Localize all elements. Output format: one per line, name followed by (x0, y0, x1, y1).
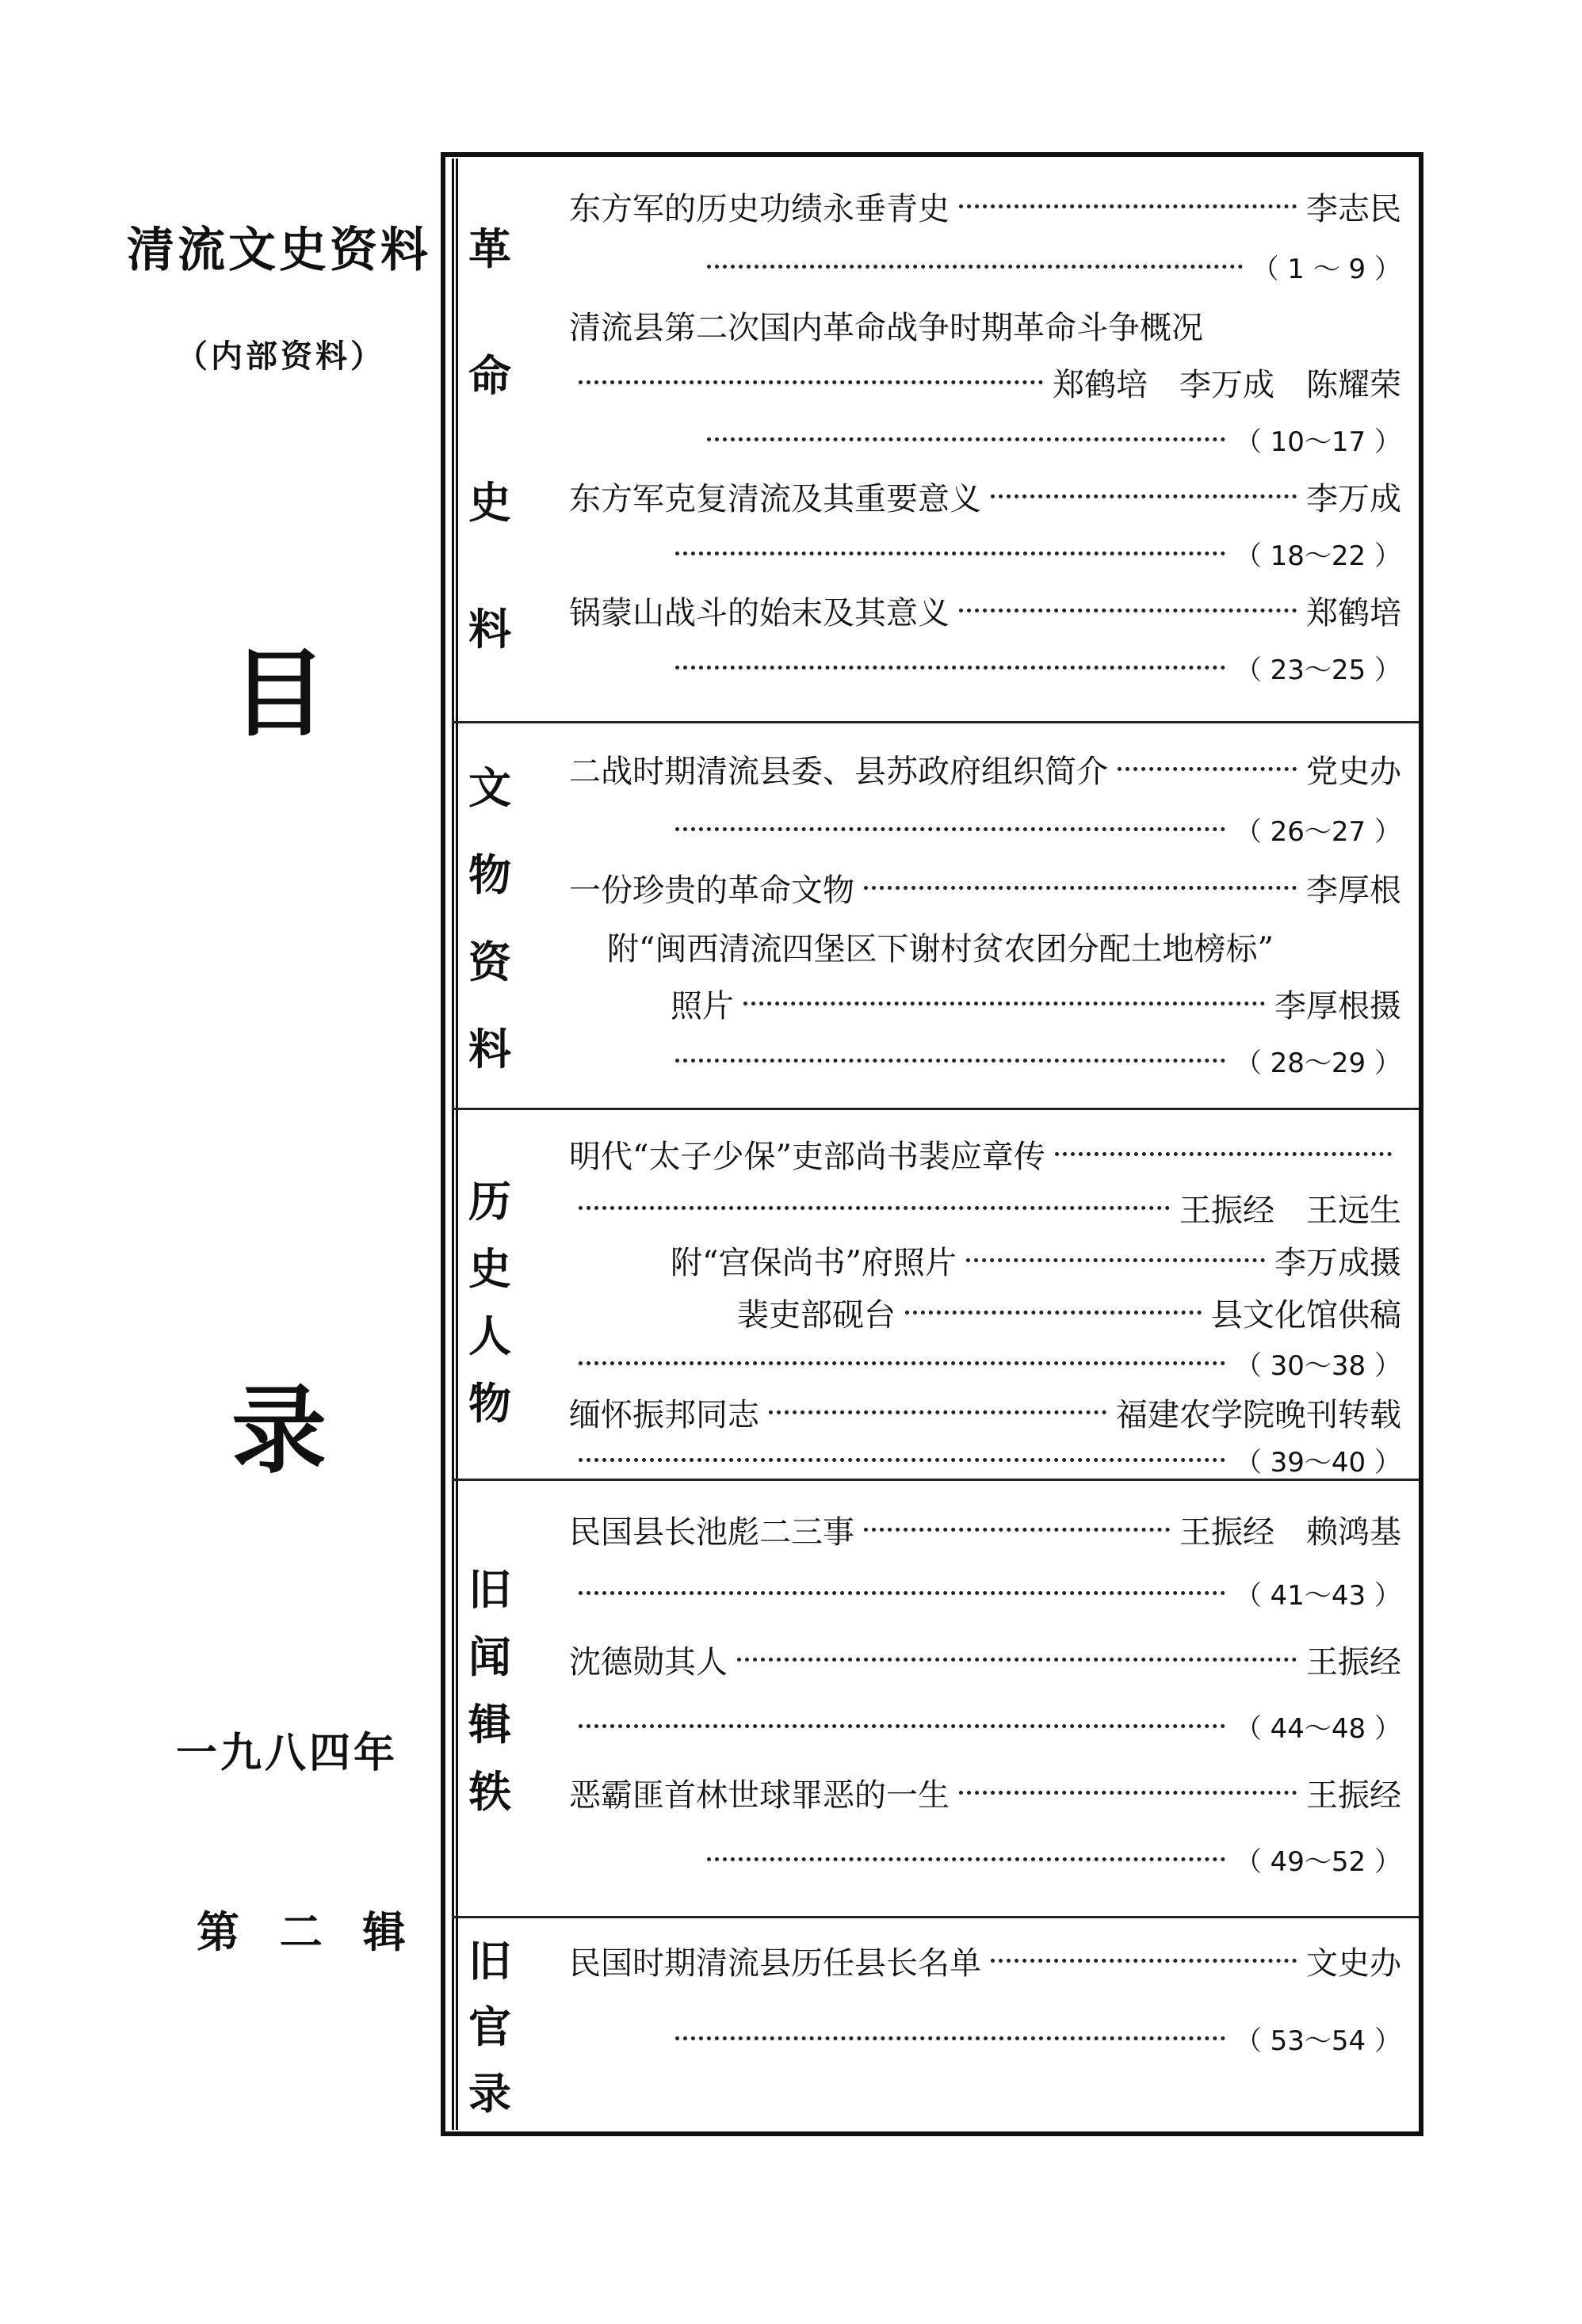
entry-title: 明代“太子少保”吏部尚书裴应章传 (569, 1138, 1045, 1175)
category-char: 官 (468, 2002, 511, 2053)
toc-entry-line[interactable] (569, 1769, 1401, 1816)
category-char: 革 (468, 223, 511, 274)
category-old-news (458, 1553, 522, 1822)
toc-author-line (569, 358, 1401, 406)
entry-pages: （ 41～43 ） (1234, 1579, 1401, 1612)
entry-pages: （ 49～52 ） (1234, 1845, 1401, 1878)
toc-pages-line (666, 805, 1401, 853)
entry-title: 缅怀振邦同志 (569, 1396, 759, 1433)
dot-leader (959, 204, 1297, 208)
dot-leader (675, 551, 1225, 555)
category-revolution-history (458, 182, 522, 689)
entry-pages: （ 28～29 ） (1234, 1047, 1401, 1079)
dot-leader (579, 1458, 1225, 1462)
toc-pages-line (569, 1339, 1401, 1387)
toc-entry-line[interactable] (569, 745, 1401, 792)
entry-title: 一份珍贵的革命文物 (569, 872, 854, 909)
entry-appendix-credit: 李万成摄 (1274, 1244, 1401, 1281)
dot-leader (675, 2036, 1225, 2040)
dot-leader (579, 1361, 1225, 1365)
toc-entry-line[interactable] (569, 1635, 1401, 1683)
toc-entry-line[interactable] (569, 182, 1401, 230)
internal-note: （内部资料） (176, 338, 385, 375)
entry-pages: （ 26～27 ） (1234, 815, 1401, 848)
category-cultural-relics (458, 741, 522, 1089)
category-char: 闻 (468, 1631, 511, 1682)
dot-leader (579, 1206, 1170, 1210)
category-char: 史 (468, 1243, 511, 1294)
toc-appendix-line (671, 1236, 1401, 1284)
entry-appendix: 附“闽西清流四堡区下谢村贫农团分配土地榜标” (607, 930, 1274, 967)
entry-author: 王振经 赖鸿基 (1179, 1513, 1401, 1551)
dot-leader (737, 1658, 1297, 1662)
entry-title: 民国时期清流县历任县长名单 (569, 1944, 981, 1982)
dot-leader (905, 1311, 1202, 1315)
toc-pages-line (569, 1702, 1401, 1750)
category-column-rule (452, 158, 458, 2130)
category-char: 物 (468, 849, 511, 900)
category-char: 旧 (468, 1564, 511, 1615)
toc-pages-line (666, 2014, 1401, 2062)
entry-title: 恶霸匪首林世球罪恶的一生 (569, 1776, 950, 1814)
toc-author-line (569, 1184, 1401, 1231)
dot-leader (707, 265, 1243, 269)
entry-pages: （ 18～22 ） (1234, 540, 1401, 572)
dot-leader (707, 437, 1225, 441)
toc-photo-line (671, 979, 1401, 1027)
toc-pages-line (666, 1036, 1401, 1084)
toc-entry-line[interactable] (569, 864, 1401, 911)
dot-leader (769, 1410, 1106, 1414)
entry-title: 锅蒙山战斗的始末及其意义 (569, 594, 950, 632)
entry-pages: （ 39～40 ） (1234, 1446, 1401, 1479)
toc-pages-line (569, 1436, 1401, 1483)
entry-author: 文史办 (1306, 1944, 1401, 1982)
category-char: 料 (468, 603, 511, 654)
entry-pages: （ 30～38 ） (1234, 1349, 1401, 1382)
toc-entry-line[interactable] (569, 301, 1401, 349)
category-char: 料 (468, 1023, 511, 1074)
dot-leader (579, 1591, 1225, 1595)
entry-author: 王振经 王远生 (1179, 1192, 1401, 1229)
issue-number: 第 二 辑 (197, 1906, 411, 1957)
entry-author: 王振经 (1306, 1776, 1401, 1814)
entry-author: 李万成 (1306, 480, 1401, 517)
entry-pages: （ 10～17 ） (1234, 425, 1401, 458)
entry-photo-credit: 李厚根摄 (1274, 987, 1401, 1025)
category-char: 命 (468, 349, 511, 401)
publication-year: 一九八四年 (176, 1729, 399, 1777)
entry-title: 清流县第二次国内革命战争时期革命斗争概况 (569, 309, 1203, 346)
dot-leader (991, 494, 1297, 498)
heading-char-lu: 录 (231, 1375, 327, 1486)
entry-appendix-credit: 县文化馆供稿 (1211, 1296, 1401, 1334)
dot-leader (579, 380, 1043, 384)
entry-author: 李志民 (1306, 190, 1401, 227)
entry-photo: 照片 (671, 987, 734, 1025)
toc-entry-line[interactable] (569, 1388, 1401, 1436)
section-divider (452, 1916, 1419, 1918)
category-char: 历 (468, 1176, 511, 1227)
entry-title: 东方军的历史功绩永垂青史 (569, 190, 950, 227)
category-old-officials (458, 1925, 522, 2124)
toc-entry-line[interactable] (569, 472, 1401, 520)
category-char: 史 (468, 476, 511, 528)
entry-pages: （ 1 ～ 9 ） (1251, 253, 1401, 285)
category-char: 轶 (468, 1766, 511, 1817)
toc-appendix-line (737, 1288, 1401, 1336)
dot-leader (991, 1959, 1297, 1963)
entry-author: 党史办 (1306, 753, 1401, 790)
category-char: 辑 (468, 1699, 511, 1750)
dot-leader (707, 1857, 1225, 1861)
entry-pages: （ 23～25 ） (1234, 654, 1401, 686)
toc-pages-line (697, 242, 1401, 290)
toc-pages-line (697, 415, 1401, 463)
dot-leader (959, 1791, 1297, 1795)
category-char: 旧 (468, 1936, 511, 1987)
entry-author: 王振经 (1306, 1643, 1401, 1681)
toc-pages-line (697, 1835, 1401, 1883)
entry-pages: （ 53～54 ） (1234, 2024, 1401, 2057)
dot-leader (743, 1002, 1265, 1006)
toc-entry-line[interactable] (569, 1505, 1401, 1553)
toc-entry-line[interactable] (569, 1937, 1401, 1984)
entry-author: 郑鹤培 (1306, 594, 1401, 632)
entry-author: 李厚根 (1306, 872, 1401, 909)
entry-appendix: 附“宫保尚书”府照片 (671, 1244, 957, 1281)
category-char: 资 (468, 936, 511, 987)
heading-char-mu: 目 (231, 638, 327, 750)
toc-pages-line (666, 643, 1401, 691)
dot-leader (1118, 767, 1297, 771)
toc-pages-line (666, 529, 1401, 577)
entry-title: 东方军克复清流及其重要意义 (569, 480, 981, 517)
section-divider (452, 721, 1419, 723)
dot-leader (1055, 1152, 1392, 1156)
dot-leader (966, 1258, 1265, 1262)
entry-author: 福建农学院晚刊转载 (1116, 1396, 1401, 1433)
entry-title: 沈德勋其人 (569, 1643, 728, 1681)
entry-title: 二战时期清流县委、县苏政府组织简介 (569, 753, 1108, 790)
dot-leader (675, 1059, 1225, 1063)
series-title: 清流文史资料 (127, 223, 431, 278)
section-divider (452, 1108, 1419, 1110)
category-char: 物 (468, 1378, 511, 1429)
category-char: 文 (468, 761, 511, 813)
entry-appendix: 裴吏部砚台 (737, 1296, 896, 1334)
dot-leader (675, 666, 1225, 670)
toc-appendix-line (607, 922, 1400, 970)
dot-leader (579, 1724, 1225, 1728)
toc-entry-line[interactable] (569, 1130, 1401, 1177)
entry-pages: （ 44～48 ） (1234, 1712, 1401, 1745)
dot-leader (864, 1528, 1170, 1532)
entry-title: 民国县长池彪二三事 (569, 1513, 854, 1551)
dot-leader (675, 827, 1225, 831)
dot-leader (959, 609, 1297, 612)
toc-entry-line[interactable] (569, 586, 1401, 634)
category-char: 人 (468, 1311, 511, 1361)
category-historical-figures (458, 1165, 522, 1434)
category-char: 录 (468, 2067, 511, 2119)
toc-pages-line (569, 1569, 1401, 1616)
dot-leader (864, 886, 1297, 890)
entry-author: 郑鹤培 李万成 陈耀荣 (1053, 366, 1401, 403)
